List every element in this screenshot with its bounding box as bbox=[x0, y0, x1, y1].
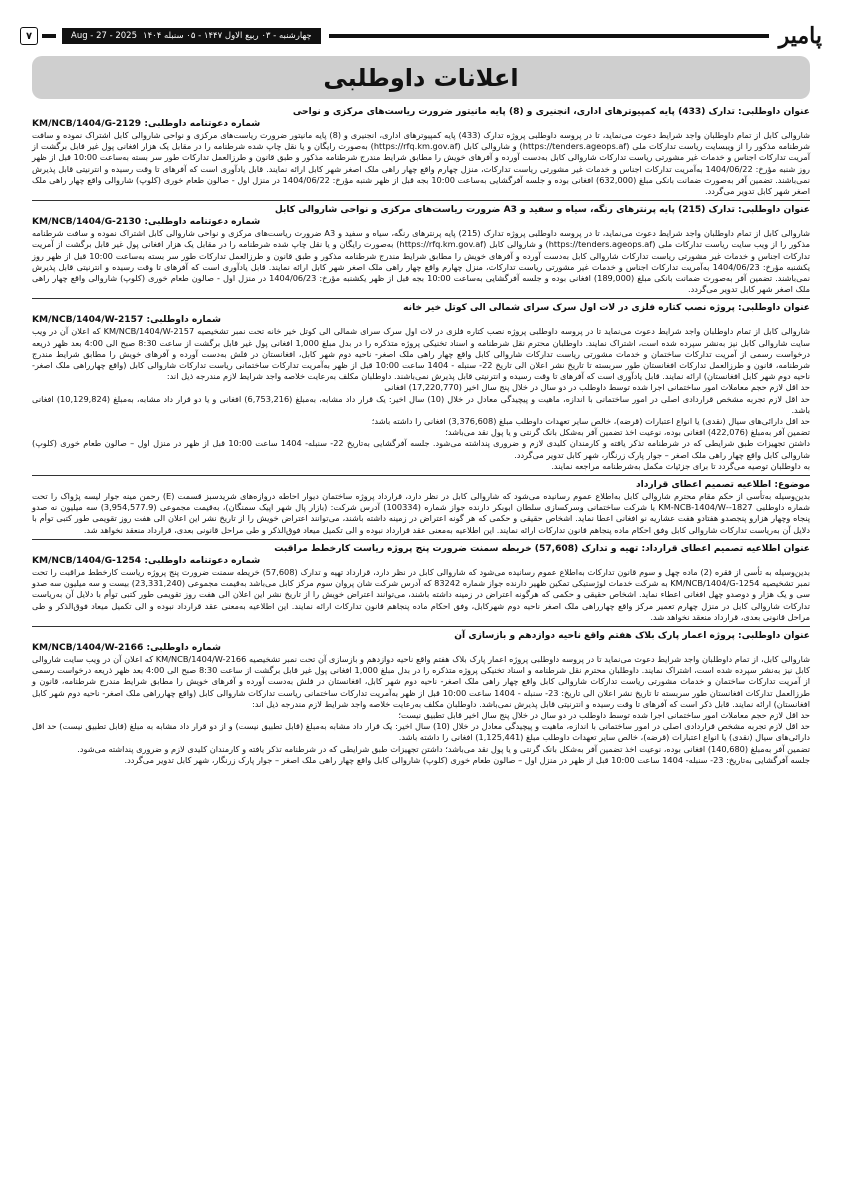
notice-condition: داشتن تجهیزات طبق شرایطی که در شرطنامه تذکر یافته و کارمندان کلیدی لازم و ضروری پنداشته می‌شود. جلسه آفرگشایی به‌تاریخ 22- سنبله- 1404 ساعت 10:00 قبل از ظهر در منزل اول – صالون طعام خوری (کلوپ) شاروالی کابل واقع چهار راهی ملک اصغر – جوار پارک زرنگار، شهر کابل تدویر می‌گردد. bbox=[32, 438, 810, 460]
notice-item bbox=[32, 103, 810, 201]
issue-date-en: Aug - 27 - 2025 bbox=[71, 31, 137, 41]
notice-ref bbox=[32, 642, 810, 654]
notice-ref-label: شماره داوطلبی: bbox=[146, 315, 221, 326]
page-title: اعلانات داوطلبی bbox=[323, 63, 519, 92]
notice-ref bbox=[32, 216, 810, 228]
notice-item bbox=[32, 476, 810, 540]
page-number: ۷ bbox=[20, 27, 38, 45]
notice-condition: حد اقل لازم تجربه مشخص قراردادی اصلی در امور ساختمانی با اندازه، ماهیت و پیچیدگی معادل در خلال (10) سال اخیر: یک قرار داد مشابه، به‌مبلغ (6,753,216) افغانی و یا دو قرار داد مشابه، به‌مبلغ (10,129,824) افغانی باشد. bbox=[32, 393, 810, 415]
page-header bbox=[20, 25, 822, 47]
newspaper-brand: پامیر bbox=[778, 23, 822, 49]
notice-condition: حد اقل لازم تجربه مشخص قراردادی اصلی در امور ساختمانی با اندازه، ماهیت و پیچیدگی معادل در خلال (10) سال اخیر: یک قرار داد مشابه به‌مبلغ (قابل تطبیق نیست) و از دو قرار داد مشابه به مبلغ (قابل تطبیق نیست) حد اقل دارائی‌های سیال (نقدی) یا انواع اعتبارات (قرضه)، خالص سایر تعهدات داوطلب مبلغ (1,125,441) افغانی را داشته باشد. bbox=[32, 721, 810, 743]
notice-title: عنوان داوطلبی: تدارک (215) پایه پرنترهای رنگه، سیاه و سفید و A3 ضرورت ریاست‌های مرکزی و نواحی شاروالی کابل bbox=[274, 205, 810, 216]
notice-ref bbox=[32, 555, 810, 567]
issue-date bbox=[62, 28, 321, 44]
notice-body: بدین‌وسیله به‌تأسی از حکم مقام محترم شاروالی کابل به‌اطلاع عموم رسانیده می‌شود که شاروالی کابل در نظر دارد، قرارداد پروژه ساختمان دیوار احاطه دروازه‌های شریدسبز قسمت (E) رحمن مینه جوار لیسه پژواک را تحت شماره داوطلبی 1827--KM-NCB-1404/W با شرکت ساختمانی وسرکسازی سلطان ابوبکر دارنده جواز شماره (100334) آدرس شرکت: (بازار پال شهر اپیک سمنگان)، به‌قیمت مجموعی (3,954,577.9) سه میلیون نه صدو پنجاه وچهار هزارو پنجصدو هفتادو هفت عشاریه نو افغانی اعطا نماید. اشخاص حقیقی و حکمی که هر گونه اعتراض در زمینه داشته باشند، می‌توانند اعتراض خویش را از تاریخ نشر این اعلان الی هفت روز تقویمی طور کتبی توأم با دلایل آن به‌ریاست تدارکات شاروالی کابل وفق احکام ماده پنجاهم قانون تدارکات ارائه نمایند. این اطلاعیه به‌معنی عقد قرارداد نبوده و الی تکمیل میعاد فوق‌الذکر و طی مراحل قانونی بعدی، قرارداد منعقد نخواهد شد. bbox=[32, 491, 811, 535]
notice-title: عنوان داوطلبی: پروژه اعمار پارک بلاک هفتم واقع ناحیه دوازدهم و بازسازی آن bbox=[454, 630, 810, 641]
notice-ref-label: شماره دعوتنامه داوطلبی: bbox=[144, 217, 261, 228]
notice-title: عنوان داوطلبی: تدارک (433) پایه کمپیوترهای اداری، انجنیری و (8) پایه مانیتور ضرورت ریاست‌های مرکزی و نواحی bbox=[292, 107, 810, 117]
notice-ref-code: KM/NCB/1404/G-2130 bbox=[32, 217, 142, 228]
notice-condition: حد اقل لازم حجم معاملات امور ساختمانی اجرا شده توسط داوطلب در دو سال در خلال پنج سال اخیر (17,220,770) افغانی bbox=[384, 382, 810, 393]
header-rule bbox=[329, 34, 769, 38]
notice-item bbox=[32, 299, 810, 476]
section-banner bbox=[32, 56, 810, 99]
notice-ref-label: شماره داوطلبی: bbox=[146, 642, 221, 653]
notice-item bbox=[32, 201, 810, 299]
notice-ref-label: شماره دعوتنامه داوطلبی: bbox=[144, 555, 261, 566]
notice-title: عنوان داوطلبی: پروژه نصب کتاره فلزی در لات اول سرک سرای شمالی الی کوتل خیر خانه bbox=[403, 303, 810, 314]
notice-title: موضوع: اطلاعیه تصمیم اعطای قرارداد bbox=[635, 480, 810, 491]
notice-body: بدین‌وسیله به تأسی از فقره (2) ماده چهل و سوم قانون تدارکات به‌اطلاع عموم رسانیده می‌شود که شاروالی کابل در نظر دارد، قرارداد تهیه و تدارک (57,608) خریطه سمنت ضرورت پنج پروژه ریاست کارخطط مراقبت را تحت نمبر تشخیصیه KM/NCB/1404/G-1254 به شرکت خدمات لوژستیکی تمکین ظهیر دارنده جواز شماره 83242 که آدرس شرکت شان پروان سوم مرکز کابل می‌باشد به‌قیمت مجموعی (23,331,240) بیست و سه میلیون سه صدو سی و یک هزار و دوصدو چهل افغانی اعطاء نماید. اشخاص حقیقی و حکمی که هرگونه اعتراض در زمینه داشته باشند، می‌توانند اعتراض خویش را از تاریخ نشر این اعلان الی هفت روز تقویمی طور کتبی توأم با دلایل آن به‌ریاست تدارکات شاروالی کابل در منزل چهارم تعمیر مرکز واقع چهارراهی ملک اصغر ناحیه دوم شهرکابل، وفق احکام ماده پنجاهم قانون تدارکات ارائه نمایند. این اطلاعیه به‌معنی عقد قرارداد نبوده و الی تکمیل میعاد فوق‌الذکر و طی مراحل قانونی بعدی، قرارداد منعقد نخواهد شد. bbox=[32, 566, 810, 622]
notices-list bbox=[32, 103, 810, 769]
notice-body: شاروالی کابل از تمام داوطلبان واجد شرایط دعوت می‌نماید تا در پروسه داوطلبی پروژه نصب کتاره فلزی در لات اول سرک سرای شمالی الی کوتل خیر خانه تحت نمبر تشخیصیه KM/NCB/1404/W-2157 که اعلان آن در ویب سایت شاروالی کابل نیز به‌نشر سپرده شده است، اشتراک نمایند. داوطلبان محترم نقل شرطنامه و اسناد تخنیکی پروژه متذکره را در بدل مبلغ 1,000 افغانی پول غیر قابل برگشت از ساعت 8:30 صبح الی 4:00 بعد ظهر ذریعه درخواست رسمی از آمریت تدارکات ساختمان و خدمات مشورتی ریاست تدارکات شاروالی کابل واقع چهار راهی ملک اصغر- ناحیه دوم شهر کابل، افغانستان در فلش به‌دست آورده و آفرهای خویش را مطابق شرایط مندرج شرطنامه، قانون و طرزالعمل تدارکات افغانستان طور سربسته تا تاریخ نشر اعلان الی تاریخ 22- سنبله - 1404 ساعت 10:00 قبل از ظهر به‌آمریت تدارکات ساختمانی ریاست تدارکات شاروالی کابل (واقع چهارراهی ملک اصغر- ناحیه دوم شهر کابل افغانستان) ارائه نمایند. قابل یادآوری است که آفرهای تا وقت رسیده و انترنیتی قابل پذیرش نمی‌باشند. داوطلبان مکلف به‌رعایت خلاصه واجد شرایط لازم مندرجه ذیل اند: bbox=[32, 326, 810, 382]
notice-ref bbox=[32, 314, 810, 326]
notice-ref bbox=[32, 118, 810, 130]
notice-body: شاروالی کابل از تمام داوطلبان واجد شرایط دعوت می‌نماید، تا در پروسه داوطلبی پروژه تدارک (433) پایه کمپیوترهای اداری، انجنیری و (8) پایه مانیتور ضرورت ریاست‌های مرکزی و نواحی شاروالی کابل اشتراک نموده و سافت شرطنامه مذکور را از ویبسایت ریاست تدارکات ملی (https://tenders.ageops.af) و شاروالی کابل (https://rfq.km.gov.af) به‌صورت رایگان و یا نقل چاپ شده شرطنامه را در مقابل یک هزار افغانی پول غیر قابل برگشت از آمریت تدارکات اجناس و خدمات غیر مشورتی ریاست تدارکات شاروالی کابل به‌دست آورده و آفرهای خویش را مطابق شرایط مندرج شرطنامه مذکور و طبق قانون و طرزالعمل تدارکات طور سر بسته به‌ساعت 10:00 قبل از ظهر روز شنبه مؤرخ: 1404/06/22 به‌آمریت تدارکات اجناس و خدمات غیر مشورتی ریاست تدارکات، منزل چهارم واقع چهار راهی ملک اصغر شهر کابل ارائه نمایند. قابل یادآوری است که آفرهای تا وقت رسیده و انترنیتی قابل پذیرش نمی‌باشند. تضمین آفر به‌صورت ضمانت بانکی مبلغ (632,000) افغانی بوده و جلسه آفرگشایی به‌ساعت 10:00 بجه قبل از ظهر شنبه مؤرخ: 1404/06/22 در منزل اول - صالون طعام خوری (کلوپ) شاروالی واقع چهار راهی ملک اصغر شهر کابل تدویر می‌گردد. bbox=[32, 130, 811, 197]
notice-condition: تضمین آفر به‌مبلغ (140,680) افغانی بوده، نوعیت اخذ تضمین آفر به‌شکل بانک گرنتی و یا پول نقد می‌باشد؛ داشتن تجهیزات طبق شرایطی که در شرطنامه تذکر یافته و کارمندان کلیدی لازم و ضروری پنداشته می‌شود. bbox=[77, 743, 810, 754]
header-rule-short bbox=[42, 34, 56, 38]
notice-ref-code: KM/NCB/1404/W-2166 bbox=[32, 642, 144, 653]
notice-body: شاروالی کابل از تمام داوطلبان واجد شرایط دعوت می‌نماید، تا در پروسه داوطلبی پروژه تدارک (215) پایه پرنترهای رنگه، سیاه و سفید و A3 ضرورت ریاست‌های مرکزی و نواحی شاروالی کابل اشتراک نموده و سافت شرطنامه مذکور را از ویب سایت ریاست تدارکات ملی (https://tenders.ageops.af) و شاروالی کابل (https://rfq.km.gov.af) به‌صورت رایگان و یا نقل چاپ شده شرطنامه را در مقابل یک هزار افغانی پول غیر قابل برگشت از آمریت تدارکات اجناس و خدمات غیر مشورتی ریاست تدارکات شاروالی کابل به‌دست آورده و آفرهای خویش را مطابق شرایط مندرج شرطنامه مذکور و طبق قانون و طرزالعمل تدارکات طور سر بسته به‌ساعت 10:00 قبل از ظهر روز یکشنبه مؤرخ: 1404/06/23 به‌آمریت تدارکات اجناس و خدمات غیر مشورتی ریاست تدارکات، منزل چهارم واقع چهار راهی ملک اصغر شهر کابل ارائه نمایند. قابل یادآوری است که آفرهای تا وقت رسیده و انترنیتی قابل پذیرش نمی‌باشند. تضمین آفر به‌صورت ضمانت بانکی مبلغ (189,000) افغانی بوده و جلسه آفرگشایی به‌ساعت 10:00 بجه قبل از ظهر یکشنبه مؤرخ: 1404/06/23 در منزل اول - صالون طعام خوری (کلوپ) شاروالی واقع چهار راهی ملک اصغر شهر کابل تدویر می‌گردد. bbox=[32, 228, 811, 295]
notice-condition: جلسه آفرگشایی به‌تاریخ: 23- سنبله- 1404 ساعت 10:00 قبل از ظهر در منزل اول – صالون طعام خوری (کلوپ) شاروالی کابل واقع چهار راهی ملک اصغر – جوار پارک زرنگار، شهر کابل تدویر می‌گردد. bbox=[124, 754, 810, 765]
notice-condition: حد اقل دارائی‌های سیال (نقدی) یا انواع اعتبارات (قرضه)، خالص سایر تعهدات داوطلب مبلغ (3,376,608) افغانی را داشته باشد؛ bbox=[371, 416, 810, 427]
notice-title: عنوان اطلاعیه تصمیم اعطای قرارداد: تهیه و تدارک (57,608) خریطه سمنت ضرورت پنج پروژه ریاست کارخطط مراقبت bbox=[274, 543, 810, 554]
notice-condition: به داوطلبان توصیه می‌گردد تا برای جزئیات مکمل به‌شرطنامه مراجعه نمایند. bbox=[551, 460, 810, 471]
notice-item bbox=[32, 540, 810, 627]
issue-date-local: چهارشنبه - ۰۳ ربیع الاول ۱۴۴۷ - ۰۵ سنبله ۱۴۰۴ bbox=[143, 31, 312, 41]
notice-item bbox=[32, 627, 810, 769]
notice-ref-code: KM/NCB/1404/G-2129 bbox=[32, 119, 142, 129]
notice-body: شاروالی کابل، از تمام داوطلبان واجد شرایط دعوت می‌نماید تا در پروسه داوطلبی پروژه اعمار پارک بلاک هفتم واقع ناحیه دوازدهم و بازسازی آن تحت نمبر تشخیصیه KM/NCB/1404/W-2166 که اعلان آن در ویب سایت شاروالی کابل نیز به‌نشر سپرده شده است، اشتراک نمایند. داوطلبان محترم نقل شرطنامه و اسناد تخنیکی پروژه متذکره را در بدل مبلغ 1,000 افغانی پول غیر قابل برگشت از ساعت 8:30 صبح الی 4:00 بعد ظهر ذریعه درخواست رسمی از آمریت تدارکات ساختمان و خدمات مشورتی ریاست تدارکات شاروالی کابل واقع چهار راهی ملک اصغر- ناحیه دوم شهر کابل، افغانستان در فلش به‌دست آورده و آفرهای خویش را مطابق شرایط مندرج شرطنامه، قانون و طرزالعمل تدارکات افغانستان طور سربسته تا تاریخ نشر اعلان الی تاریخ: 23- سنبله - 1404 ساعت 10:00 قبل از ظهر به‌آمریت تدارکات ساختمانی ریاست تدارکات شاروالی کابل (واقع چهارراهی ملک اصغر- ناحیه دوم شهر کابل افغانستان) ارائه نمایند. قابل ذکر است که آفرهای تا وقت رسیده و انترنیتی قابل پذیرش نمی‌باشد. داوطلبان مکلف به‌رعایت خلاصه واجد شرایط لازم مندرجه ذیل اند: bbox=[32, 653, 810, 709]
notice-ref-label: شماره دعوتنامه داوطلبی: bbox=[144, 119, 261, 129]
notice-condition: حد اقل لازم حجم معاملات امور ساختمانی اجرا شده توسط داوطلب در دو سال در خلال پنج سال اخیر قابل تطبیق نیست؛ bbox=[398, 709, 810, 720]
notice-ref-code: KM/NCB/1404/W-2157 bbox=[32, 315, 144, 326]
notice-condition: تضمین آفر به‌مبلغ (422,076) افغانی بوده، نوعیت اخذ تضمین آفر به‌شکل بانک گرنتی و یا پول نقد می‌باشد؛ bbox=[445, 427, 810, 438]
notice-ref-code: KM/NCB/1404/G-1254 bbox=[32, 555, 142, 566]
